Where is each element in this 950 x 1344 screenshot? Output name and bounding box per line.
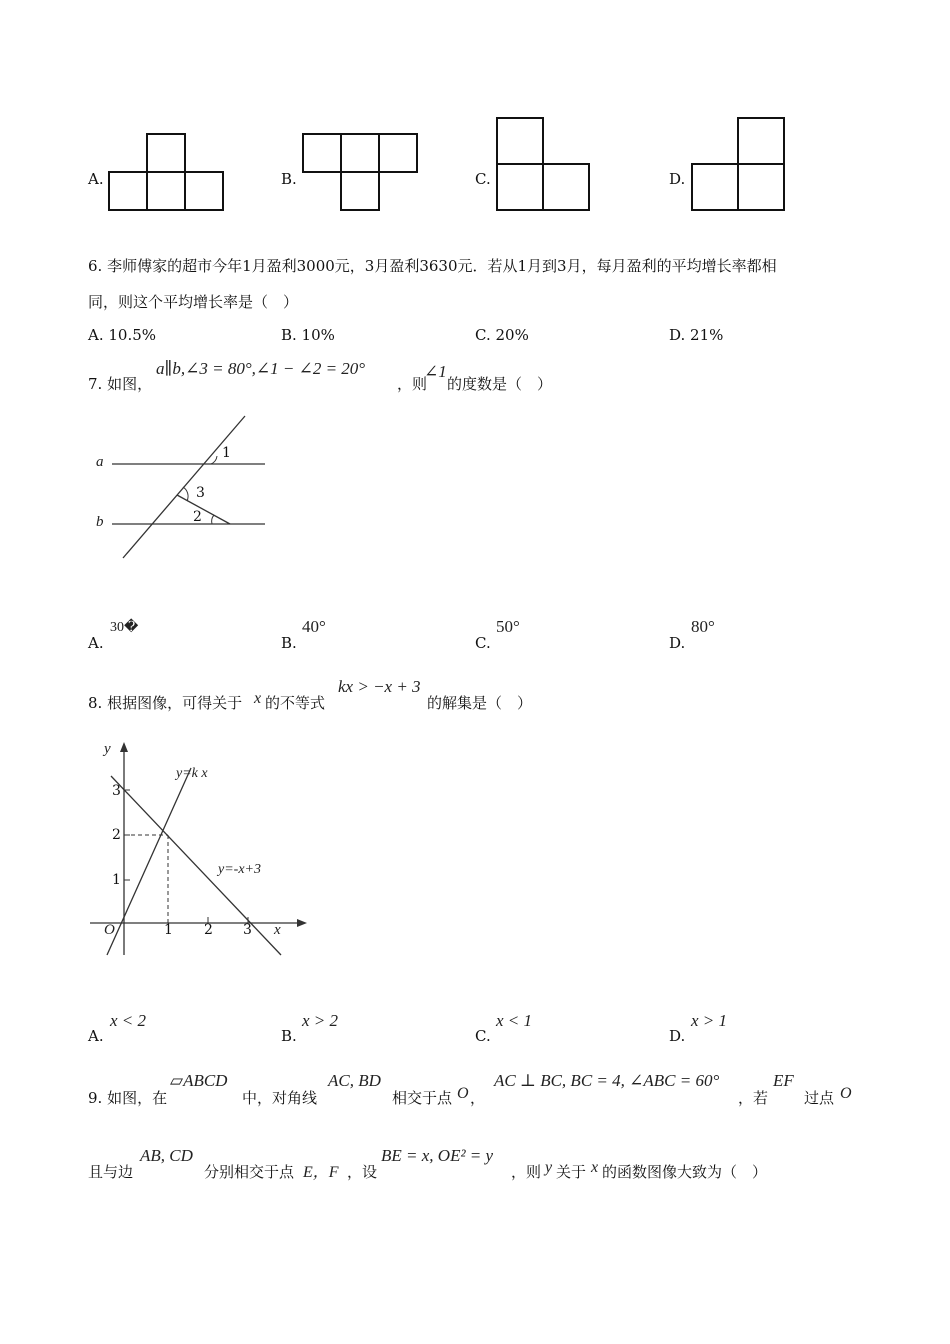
q7-option-a-value: 30� xyxy=(110,620,139,635)
q5-option-c-figure xyxy=(496,117,592,213)
q8-line1-label: y=k x xyxy=(176,766,208,781)
q8-y-axis-label: y xyxy=(104,741,111,757)
q6-option-a[interactable]: A. 10.5% xyxy=(88,326,157,344)
q8-option-c-label[interactable]: C. xyxy=(475,1027,491,1045)
q9-x-var: x xyxy=(591,1159,599,1176)
q5-option-a-label[interactable]: A. xyxy=(88,170,104,188)
q8-y-tick-2: 2 xyxy=(112,827,121,843)
q9-p6: 过点 xyxy=(804,1089,835,1107)
q9-p4: ， xyxy=(470,1089,486,1107)
q7-option-c-value: 50° xyxy=(496,617,520,636)
q6-stem-line2: 同，则这个平均增长率是（ ） xyxy=(88,293,299,311)
q8-option-a-value: x < 2 xyxy=(110,1011,147,1030)
q8-x-tick-1: 1 xyxy=(164,922,173,938)
q7-angle: ∠1 xyxy=(424,362,447,381)
q9-ef: EF xyxy=(773,1071,794,1090)
q6-option-d[interactable]: D. 21% xyxy=(669,326,724,344)
q8-y-tick-1: 1 xyxy=(112,872,121,888)
q6-option-b[interactable]: B. 10% xyxy=(281,326,335,344)
q7-option-d-label[interactable]: D. xyxy=(669,634,686,652)
q9-points-ef: E，F xyxy=(303,1164,339,1181)
q9-y-var: y xyxy=(545,1159,553,1176)
q7-option-a-label[interactable]: A. xyxy=(88,634,104,652)
q7-condition: a∥b,∠3 = 80°,∠1 − ∠2 = 20° xyxy=(156,359,366,378)
q9-l2-p6: 的函数图像大致为（ ） xyxy=(602,1163,768,1181)
q9-l2-p4: ，则 xyxy=(511,1163,542,1181)
q7-angle1-label: 1 xyxy=(222,445,231,461)
q9-conditions: AC ⊥ BC, BC = 4, ∠ABC = 60° xyxy=(494,1071,720,1090)
q8-option-d-label[interactable]: D. xyxy=(669,1027,686,1045)
q7-middle: ，则 xyxy=(397,375,428,393)
q9-l2-p3: ，设 xyxy=(347,1163,378,1181)
q9-p2: 中，对角线 xyxy=(242,1089,318,1107)
q8-option-c-value: x < 1 xyxy=(496,1011,533,1030)
q9-point-o: O xyxy=(457,1085,469,1102)
q7-option-b-value: 40° xyxy=(302,617,326,636)
q8-y-tick-3: 3 xyxy=(112,783,121,799)
q8-mid: 的不等式 xyxy=(265,694,326,712)
q6-option-c[interactable]: C. 20% xyxy=(475,326,529,344)
q9-p1: 9. 如图，在 xyxy=(88,1089,168,1107)
q8-option-d-value: x > 1 xyxy=(691,1011,728,1030)
q9-parallelogram: ▱ABCD xyxy=(170,1071,228,1090)
q9-sides: AB, CD xyxy=(140,1146,193,1165)
q7-line-a-label: a xyxy=(96,454,104,470)
q8-var-x: x xyxy=(254,690,262,707)
q8-line2-label: y=-x+3 xyxy=(218,862,261,877)
q5-option-d-label[interactable]: D. xyxy=(669,170,686,188)
q7-option-b-label[interactable]: B. xyxy=(281,634,297,652)
q7-line-b-label: b xyxy=(96,514,104,530)
q9-l2-p1: 且与边 xyxy=(88,1163,134,1181)
q9-diagonals: AC, BD xyxy=(328,1071,381,1090)
q9-p5: ，若 xyxy=(738,1089,769,1107)
q7-angle2-label: 2 xyxy=(193,509,202,525)
q5-option-a-figure xyxy=(108,133,226,213)
q7-option-d-value: 80° xyxy=(691,617,715,636)
q5-option-b-label[interactable]: B. xyxy=(281,170,297,188)
q5-option-b-figure xyxy=(302,133,420,213)
q8-option-b-label[interactable]: B. xyxy=(281,1027,297,1045)
q9-def: BE = x, OE² = y xyxy=(381,1146,494,1165)
q5-option-d-figure xyxy=(691,117,787,213)
q7-angle3-label: 3 xyxy=(196,485,205,501)
q8-x-axis-label: x xyxy=(274,922,281,938)
q5-option-c-label[interactable]: C. xyxy=(475,170,491,188)
q8-option-a-label[interactable]: A. xyxy=(88,1027,104,1045)
q9-point-o2: O xyxy=(840,1085,852,1102)
q6-stem-line1: 6. 李师傅家的超市今年1月盈利3000元，3月盈利3630元．若从1月到3月，每月盈利的平均增长率都相 xyxy=(88,257,777,275)
q7-prefix: 7. 如图， xyxy=(88,375,153,393)
q9-p3: 相交于点 xyxy=(392,1089,453,1107)
q8-origin-label: O xyxy=(104,922,115,938)
q7-option-c-label[interactable]: C. xyxy=(475,634,491,652)
q8-x-tick-2: 2 xyxy=(204,922,213,938)
q8-x-tick-3: 3 xyxy=(243,922,252,938)
q8-suffix: 的解集是（ ） xyxy=(427,694,533,712)
q8-option-b-value: x > 2 xyxy=(302,1011,339,1030)
q9-l2-p2: 分别相交于点 xyxy=(204,1163,295,1181)
q8-inequality: kx > −x + 3 xyxy=(338,677,421,696)
q8-prefix: 8. 根据图像，可得关于 xyxy=(88,694,243,712)
q7-suffix: 的度数是（ ） xyxy=(447,375,553,393)
q9-l2-p5: 关于 xyxy=(556,1163,587,1181)
q7-figure xyxy=(90,410,280,570)
